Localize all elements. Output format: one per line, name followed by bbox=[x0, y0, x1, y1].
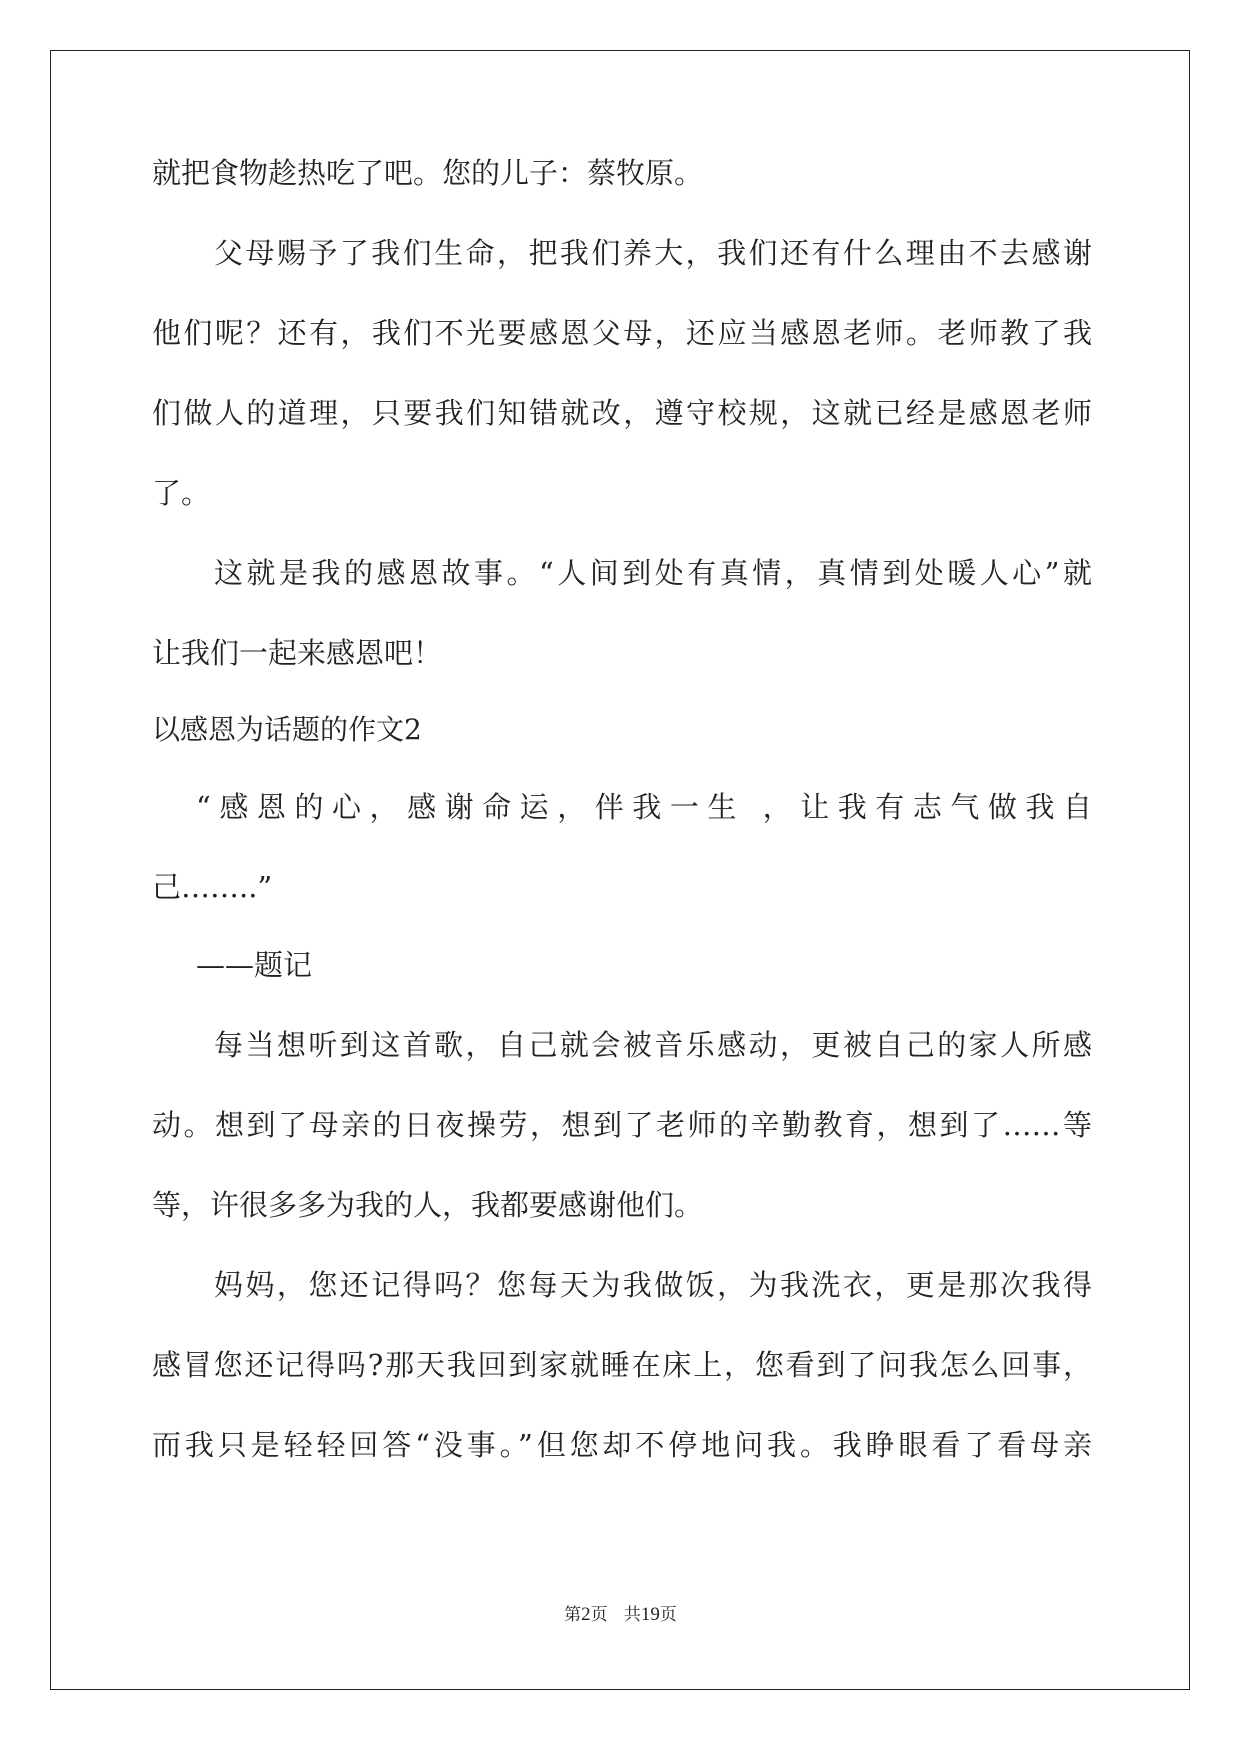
paragraph-line: 他们呢？还有，我们不光要感恩父母，还应当感恩老师。老师教了我 bbox=[152, 316, 1092, 350]
paragraph-line: 妈妈，您还记得吗？您每天为我做饭，为我洗衣，更是那次我得 bbox=[214, 1268, 1092, 1302]
footer-page-current: 2 bbox=[581, 1604, 591, 1625]
page-footer bbox=[0, 1600, 1241, 1626]
epigraph-attribution: ——题记 bbox=[196, 948, 313, 982]
paragraph-line: 等，许很多多为我的人，我都要感谢他们。 bbox=[152, 1188, 704, 1222]
paragraph-line: 就把食物趁热吃了吧。您的儿子：蔡牧原。 bbox=[152, 156, 704, 190]
paragraph-line: 感冒您还记得吗?那天我回到家就睡在床上，您看到了问我怎么回事， bbox=[152, 1348, 1092, 1382]
paragraph-line: 这就是我的感恩故事。“人间到处有真情，真情到处暖人心”就 bbox=[214, 556, 1092, 590]
paragraph-line: 每当想听到这首歌，自己就会被音乐感动，更被自己的家人所感 bbox=[214, 1028, 1092, 1062]
epigraph-line: 己……..” bbox=[152, 870, 273, 904]
essay-heading: 以感恩为话题的作文2 bbox=[152, 713, 422, 746]
paragraph-line: 了。 bbox=[152, 476, 211, 510]
footer-page-mid: 页 共 bbox=[590, 1605, 641, 1625]
paragraph-line: 让我们一起来感恩吧！ bbox=[152, 636, 443, 670]
footer-page-total: 19 bbox=[640, 1604, 660, 1625]
epigraph-line: “感恩的心，感谢命运，伴我一生 ，让我有志气做我自 bbox=[196, 790, 1092, 824]
paragraph-line: 而我只是轻轻回答“没事。”但您却不停地问我。我睁眼看了看母亲 bbox=[152, 1428, 1092, 1462]
paragraph-line: 动。想到了母亲的日夜操劳，想到了老师的辛勤教育，想到了……等 bbox=[152, 1108, 1092, 1142]
footer-page-suffix: 页 bbox=[659, 1605, 677, 1625]
paragraph-line: 父母赐予了我们生命，把我们养大，我们还有什么理由不去感谢 bbox=[214, 236, 1092, 270]
footer-page-prefix: 第 bbox=[564, 1605, 582, 1625]
paragraph-line: 们做人的道理，只要我们知错就改，遵守校规，这就已经是感恩老师 bbox=[152, 396, 1092, 430]
